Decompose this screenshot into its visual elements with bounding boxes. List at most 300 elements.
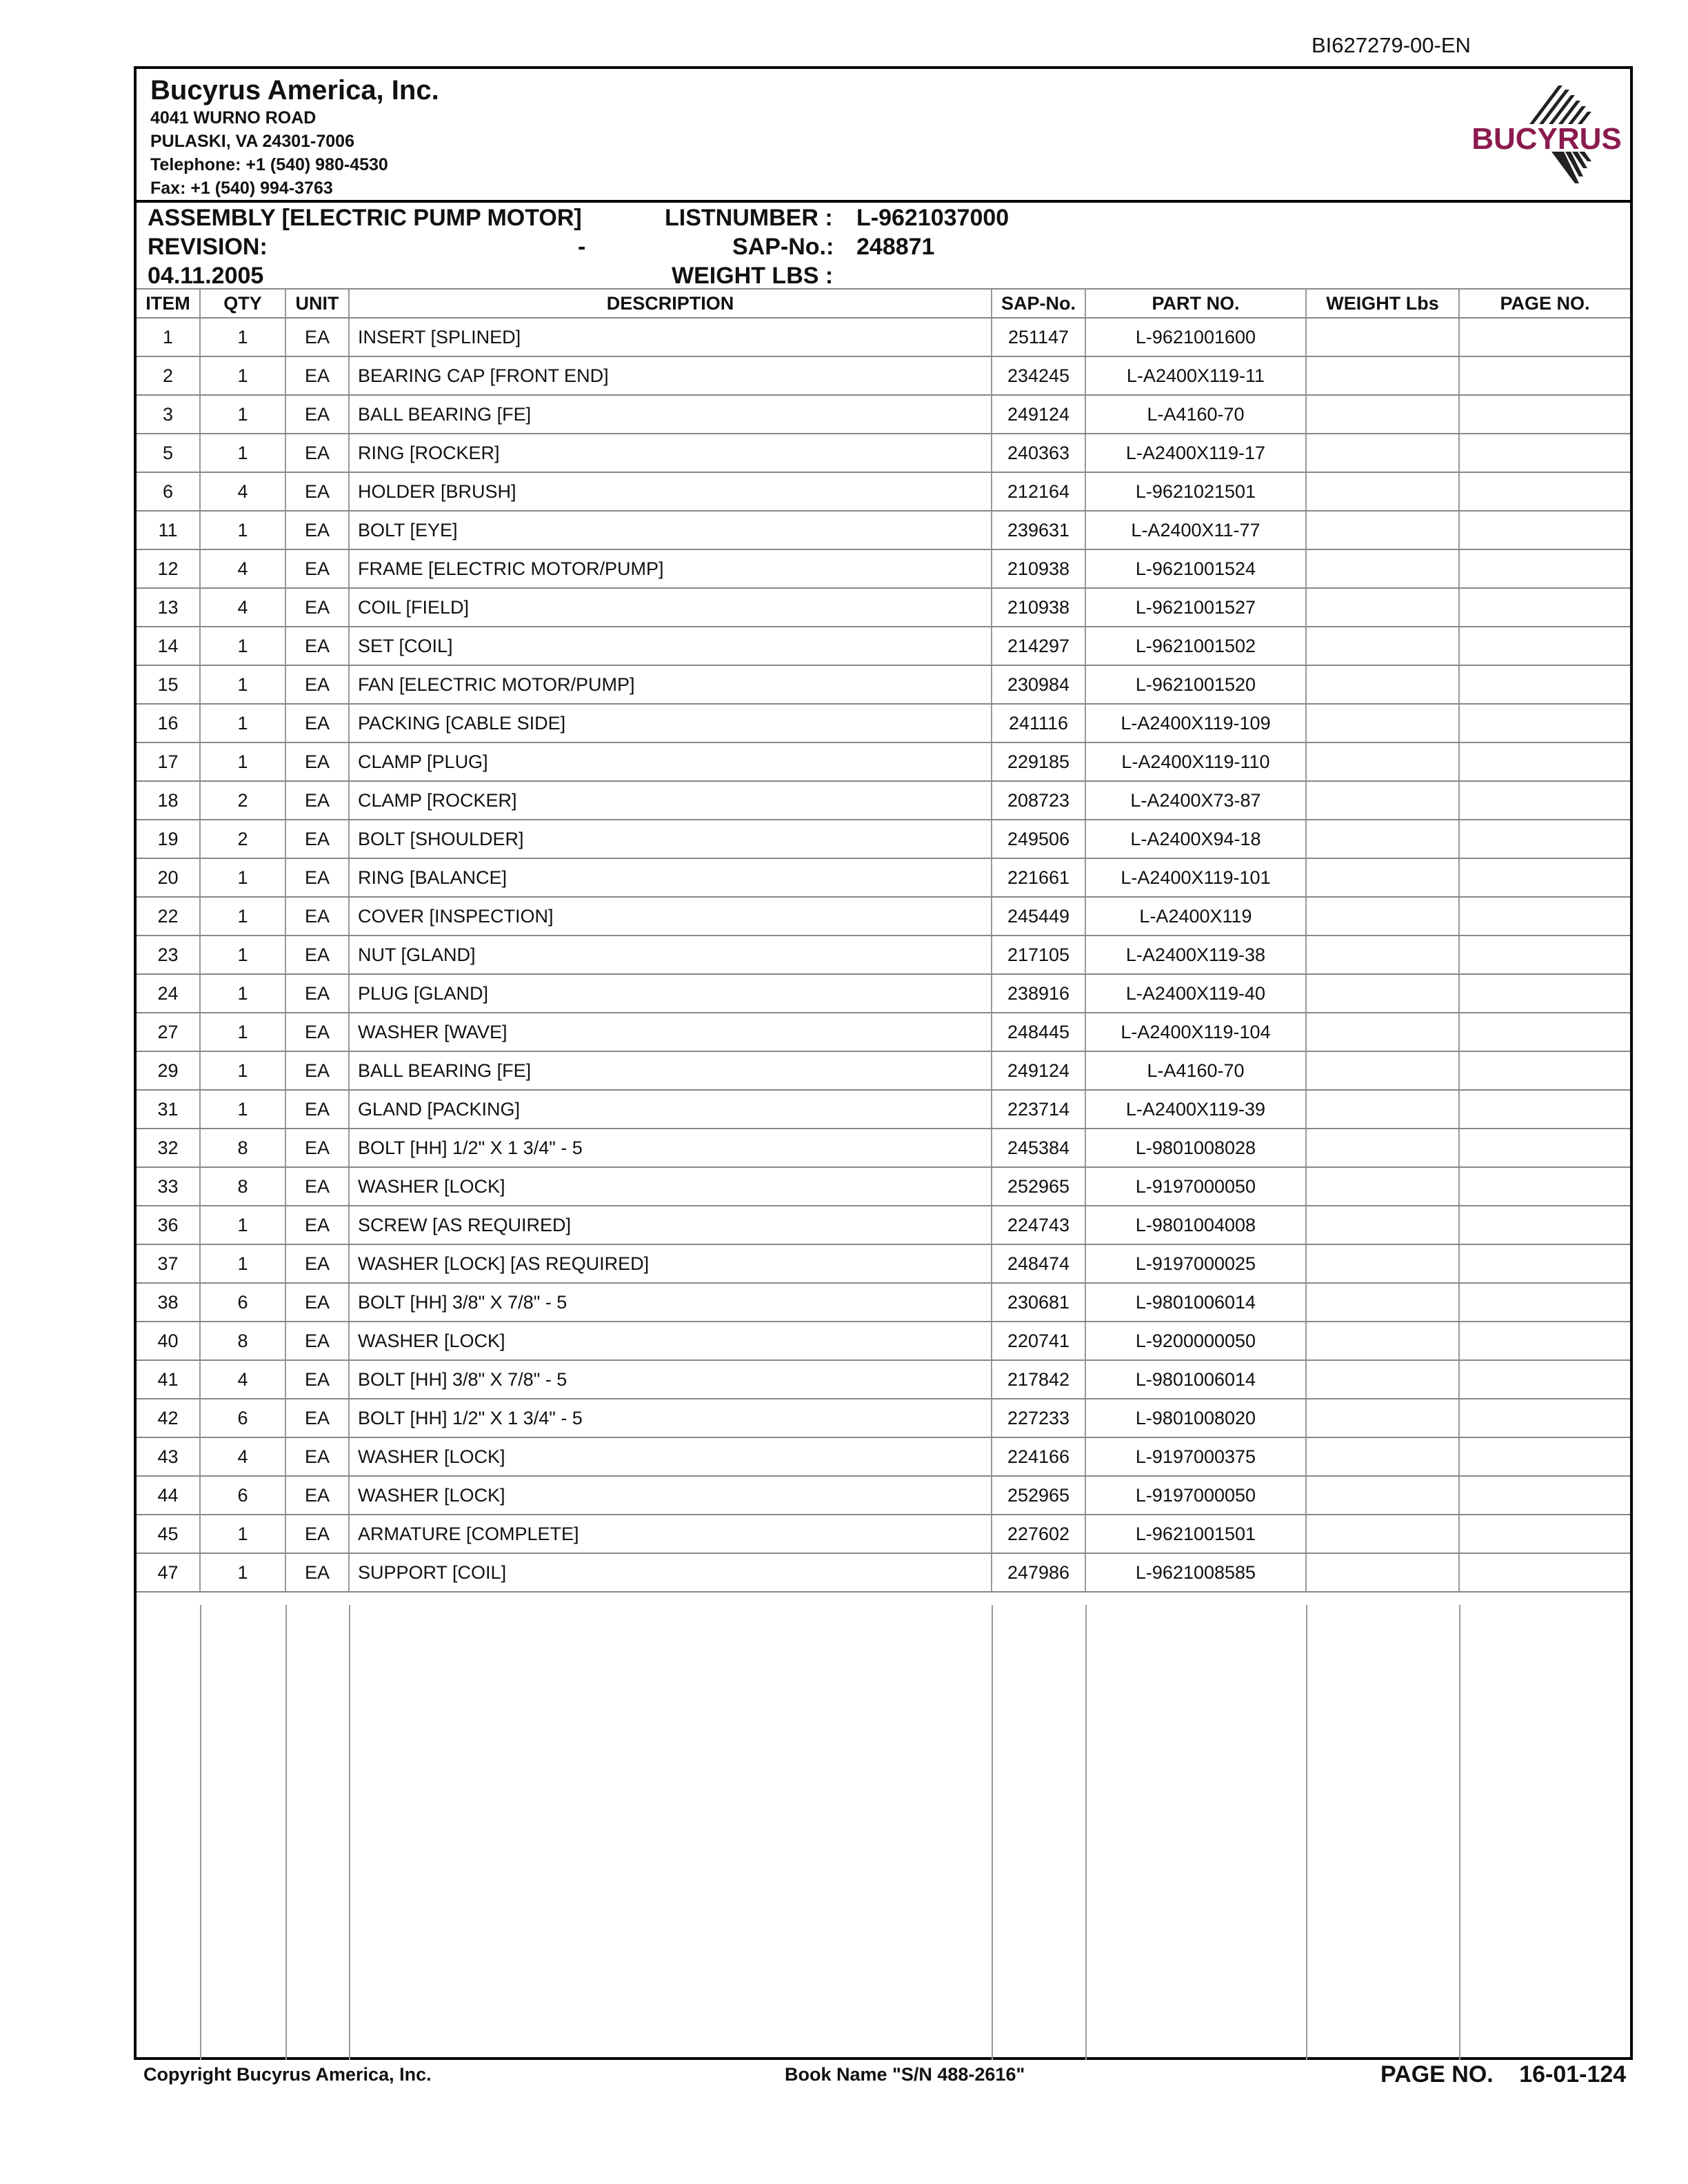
column-header-description: DESCRIPTION: [349, 289, 992, 318]
cell-qty: 1: [200, 974, 285, 1013]
cell-sap-no: 230681: [992, 1283, 1085, 1322]
table-row: [137, 704, 1630, 742]
table-row: [137, 395, 1630, 434]
cell-page-no: [1459, 588, 1630, 627]
cell-weight: [1306, 1051, 1459, 1090]
cell-qty: 1: [200, 1244, 285, 1283]
sap-label: SAP-No.:: [732, 234, 834, 260]
cell-part-no: L-9197000050: [1085, 1167, 1306, 1206]
cell-qty: 1: [200, 395, 285, 434]
cell-weight: [1306, 549, 1459, 588]
cell-sap-no: 245384: [992, 1129, 1085, 1167]
cell-description: WASHER [LOCK] [AS REQUIRED]: [349, 1244, 992, 1283]
cell-sap-no: 210938: [992, 588, 1085, 627]
cell-unit: EA: [285, 781, 349, 820]
table-row: [137, 588, 1630, 627]
cell-sap-no: 208723: [992, 781, 1085, 820]
cell-description: COIL [FIELD]: [349, 588, 992, 627]
cell-item: 38: [137, 1283, 200, 1322]
cell-qty: 1: [200, 1515, 285, 1553]
cell-part-no: L-9621001502: [1085, 627, 1306, 665]
cell-qty: 1: [200, 704, 285, 742]
cell-page-no: [1459, 1167, 1630, 1206]
table-row: [137, 1553, 1630, 1592]
cell-item: 29: [137, 1051, 200, 1090]
cell-part-no: L-9621021501: [1085, 472, 1306, 511]
page-number-value: 16-01-124: [1519, 2061, 1627, 2087]
cell-part-no: L-9197000050: [1085, 1476, 1306, 1515]
cell-qty: 1: [200, 897, 285, 936]
cell-sap-no: 247986: [992, 1553, 1085, 1592]
cell-weight: [1306, 820, 1459, 858]
cell-weight: [1306, 1476, 1459, 1515]
column-divider: [285, 1605, 287, 2060]
cell-page-no: [1459, 356, 1630, 395]
cell-description: WASHER [LOCK]: [349, 1437, 992, 1476]
cell-sap-no: 210938: [992, 549, 1085, 588]
cell-weight: [1306, 588, 1459, 627]
table-row: [137, 742, 1630, 781]
cell-description: GLAND [PACKING]: [349, 1090, 992, 1129]
cell-item: 17: [137, 742, 200, 781]
cell-sap-no: 224166: [992, 1437, 1085, 1476]
cell-part-no: L-9197000025: [1085, 1244, 1306, 1283]
cell-qty: 4: [200, 588, 285, 627]
table-row: [137, 1283, 1630, 1322]
cell-unit: EA: [285, 1090, 349, 1129]
cell-sap-no: 238916: [992, 974, 1085, 1013]
parts-table-header: [137, 289, 1630, 318]
cell-page-no: [1459, 1013, 1630, 1051]
cell-weight: [1306, 974, 1459, 1013]
cell-sap-no: 252965: [992, 1167, 1085, 1206]
table-header-row: [137, 289, 1630, 318]
table-row: [137, 1206, 1630, 1244]
cell-sap-no: 217105: [992, 936, 1085, 974]
cell-unit: EA: [285, 395, 349, 434]
table-row: [137, 1090, 1630, 1129]
cell-weight: [1306, 858, 1459, 897]
cell-weight: [1306, 742, 1459, 781]
cell-page-no: [1459, 472, 1630, 511]
cell-unit: EA: [285, 1360, 349, 1399]
cell-description: BOLT [HH] 3/8" X 7/8" - 5: [349, 1283, 992, 1322]
cell-item: 43: [137, 1437, 200, 1476]
cell-sap-no: 230984: [992, 665, 1085, 704]
cell-description: BALL BEARING [FE]: [349, 395, 992, 434]
cell-description: WASHER [LOCK]: [349, 1476, 992, 1515]
table-row: [137, 1167, 1630, 1206]
cell-weight: [1306, 1129, 1459, 1167]
parts-list-frame: [134, 66, 1633, 2060]
cell-sap-no: 223714: [992, 1090, 1085, 1129]
table-row: [137, 1322, 1630, 1360]
cell-qty: 1: [200, 1051, 285, 1090]
cell-description: SCREW [AS REQUIRED]: [349, 1206, 992, 1244]
cell-unit: EA: [285, 665, 349, 704]
cell-item: 12: [137, 549, 200, 588]
company-block: [150, 74, 439, 200]
cell-part-no: L-A2400X119-110: [1085, 742, 1306, 781]
column-header-qty: QTY: [200, 289, 285, 318]
cell-part-no: L-A4160-70: [1085, 395, 1306, 434]
header-divider: [137, 200, 1630, 203]
sap-value: 248871: [856, 234, 935, 260]
cell-item: 31: [137, 1090, 200, 1129]
cell-page-no: [1459, 1129, 1630, 1167]
cell-item: 16: [137, 704, 200, 742]
table-row: [137, 1476, 1630, 1515]
cell-item: 11: [137, 511, 200, 549]
cell-unit: EA: [285, 1437, 349, 1476]
cell-page-no: [1459, 665, 1630, 704]
cell-description: WASHER [WAVE]: [349, 1013, 992, 1051]
cell-unit: EA: [285, 549, 349, 588]
cell-page-no: [1459, 1399, 1630, 1437]
cell-weight: [1306, 1515, 1459, 1553]
cell-weight: [1306, 472, 1459, 511]
cell-part-no: L-9197000375: [1085, 1437, 1306, 1476]
cell-part-no: L-A2400X119: [1085, 897, 1306, 936]
cell-page-no: [1459, 1283, 1630, 1322]
cell-description: SUPPORT [COIL]: [349, 1553, 992, 1592]
cell-description: RING [ROCKER]: [349, 434, 992, 472]
cell-part-no: L-9621001527: [1085, 588, 1306, 627]
column-divider: [349, 1605, 350, 2060]
assembly-date: 04.11.2005: [148, 263, 264, 289]
cell-page-no: [1459, 1360, 1630, 1399]
parts-table: [137, 288, 1630, 1593]
table-row: [137, 936, 1630, 974]
cell-item: 5: [137, 434, 200, 472]
cell-weight: [1306, 395, 1459, 434]
cell-item: 33: [137, 1167, 200, 1206]
cell-unit: EA: [285, 936, 349, 974]
cell-weight: [1306, 511, 1459, 549]
cell-sap-no: 221661: [992, 858, 1085, 897]
cell-page-no: [1459, 1051, 1630, 1090]
parts-table-body: [137, 318, 1630, 1592]
column-header-sap-no: SAP-No.: [992, 289, 1085, 318]
copyright-text: Copyright Bucyrus America, Inc.: [143, 2064, 432, 2085]
cell-weight: [1306, 1283, 1459, 1322]
table-row: [137, 434, 1630, 472]
cell-item: 40: [137, 1322, 200, 1360]
cell-description: BEARING CAP [FRONT END]: [349, 356, 992, 395]
cell-sap-no: 239631: [992, 511, 1085, 549]
cell-page-no: [1459, 1206, 1630, 1244]
cell-item: 14: [137, 627, 200, 665]
cell-sap-no: 217842: [992, 1360, 1085, 1399]
cell-qty: 2: [200, 781, 285, 820]
company-fax: Fax: +1 (540) 994-3763: [150, 179, 333, 198]
table-row: [137, 472, 1630, 511]
cell-sap-no: 252965: [992, 1476, 1085, 1515]
cell-qty: 6: [200, 1283, 285, 1322]
cell-description: FRAME [ELECTRIC MOTOR/PUMP]: [349, 549, 992, 588]
cell-unit: EA: [285, 704, 349, 742]
cell-item: 45: [137, 1515, 200, 1553]
cell-page-no: [1459, 781, 1630, 820]
cell-weight: [1306, 704, 1459, 742]
cell-part-no: L-A2400X119-104: [1085, 1013, 1306, 1051]
cell-item: 41: [137, 1360, 200, 1399]
cell-item: 44: [137, 1476, 200, 1515]
cell-item: 19: [137, 820, 200, 858]
cell-item: 3: [137, 395, 200, 434]
company-name: Bucyrus America, Inc.: [150, 75, 439, 105]
cell-qty: 1: [200, 511, 285, 549]
company-address-1: 4041 WURNO ROAD: [150, 108, 316, 128]
cell-unit: EA: [285, 356, 349, 395]
cell-page-no: [1459, 704, 1630, 742]
cell-weight: [1306, 1167, 1459, 1206]
cell-part-no: L-A2400X94-18: [1085, 820, 1306, 858]
cell-page-no: [1459, 1244, 1630, 1283]
table-row: [137, 1437, 1630, 1476]
cell-weight: [1306, 781, 1459, 820]
cell-page-no: [1459, 897, 1630, 936]
column-header-page-no: PAGE NO.: [1459, 289, 1630, 318]
cell-unit: EA: [285, 858, 349, 897]
cell-description: BOLT [HH] 1/2" X 1 3/4" - 5: [349, 1399, 992, 1437]
cell-description: SET [COIL]: [349, 627, 992, 665]
cell-description: BOLT [HH] 1/2" X 1 3/4" - 5: [349, 1129, 992, 1167]
table-row: [137, 1515, 1630, 1553]
cell-weight: [1306, 1244, 1459, 1283]
cell-part-no: L-9801008028: [1085, 1129, 1306, 1167]
cell-item: 1: [137, 318, 200, 356]
table-row: [137, 511, 1630, 549]
cell-unit: EA: [285, 511, 349, 549]
table-row: [137, 974, 1630, 1013]
cell-unit: EA: [285, 1051, 349, 1090]
column-header-weight: WEIGHT Lbs: [1306, 289, 1459, 318]
cell-sap-no: 249124: [992, 395, 1085, 434]
cell-item: 18: [137, 781, 200, 820]
column-header-part-no: PART NO.: [1085, 289, 1306, 318]
cell-page-no: [1459, 858, 1630, 897]
cell-qty: 4: [200, 549, 285, 588]
cell-page-no: [1459, 395, 1630, 434]
bucyrus-logo: [1460, 80, 1633, 190]
cell-sap-no: 249124: [992, 1051, 1085, 1090]
cell-part-no: L-A2400X119-109: [1085, 704, 1306, 742]
cell-qty: 1: [200, 936, 285, 974]
cell-qty: 1: [200, 1553, 285, 1592]
page-number: [1380, 2061, 1626, 2088]
cell-page-no: [1459, 1553, 1630, 1592]
cell-description: WASHER [LOCK]: [349, 1322, 992, 1360]
cell-unit: EA: [285, 1013, 349, 1051]
cell-item: 27: [137, 1013, 200, 1051]
cell-unit: EA: [285, 318, 349, 356]
table-row: [137, 1244, 1630, 1283]
cell-item: 32: [137, 1129, 200, 1167]
cell-part-no: L-A2400X119-40: [1085, 974, 1306, 1013]
cell-description: HOLDER [BRUSH]: [349, 472, 992, 511]
cell-unit: EA: [285, 742, 349, 781]
cell-qty: 1: [200, 665, 285, 704]
cell-unit: EA: [285, 820, 349, 858]
cell-unit: EA: [285, 1476, 349, 1515]
cell-qty: 1: [200, 1090, 285, 1129]
cell-unit: EA: [285, 1283, 349, 1322]
cell-unit: EA: [285, 1515, 349, 1553]
cell-qty: 4: [200, 1360, 285, 1399]
cell-page-no: [1459, 1322, 1630, 1360]
cell-item: 2: [137, 356, 200, 395]
cell-weight: [1306, 434, 1459, 472]
cell-description: PLUG [GLAND]: [349, 974, 992, 1013]
cell-qty: 8: [200, 1129, 285, 1167]
cell-weight: [1306, 1013, 1459, 1051]
cell-page-no: [1459, 936, 1630, 974]
cell-page-no: [1459, 1437, 1630, 1476]
cell-page-no: [1459, 434, 1630, 472]
cell-sap-no: 227602: [992, 1515, 1085, 1553]
table-row: [137, 549, 1630, 588]
cell-page-no: [1459, 318, 1630, 356]
column-divider: [1306, 1605, 1307, 2060]
cell-part-no: L-9621001501: [1085, 1515, 1306, 1553]
cell-item: 22: [137, 897, 200, 936]
cell-weight: [1306, 1206, 1459, 1244]
cell-description: INSERT [SPLINED]: [349, 318, 992, 356]
cell-item: 47: [137, 1553, 200, 1592]
column-divider: [1459, 1605, 1460, 2060]
cell-part-no: L-9621001600: [1085, 318, 1306, 356]
cell-part-no: L-9621001520: [1085, 665, 1306, 704]
cell-weight: [1306, 356, 1459, 395]
document-id: BI627279-00-EN: [1312, 33, 1471, 57]
cell-part-no: L-9621008585: [1085, 1553, 1306, 1592]
cell-part-no: L-A2400X119-101: [1085, 858, 1306, 897]
revision-value: -: [578, 234, 586, 260]
cell-item: 37: [137, 1244, 200, 1283]
cell-description: PACKING [CABLE SIDE]: [349, 704, 992, 742]
cell-description: WASHER [LOCK]: [349, 1167, 992, 1206]
cell-description: ARMATURE [COMPLETE]: [349, 1515, 992, 1553]
cell-weight: [1306, 318, 1459, 356]
cell-sap-no: 224743: [992, 1206, 1085, 1244]
cell-unit: EA: [285, 1322, 349, 1360]
table-row: [137, 1013, 1630, 1051]
cell-qty: 1: [200, 356, 285, 395]
cell-qty: 8: [200, 1322, 285, 1360]
cell-weight: [1306, 627, 1459, 665]
table-row: [137, 1360, 1630, 1399]
cell-description: FAN [ELECTRIC MOTOR/PUMP]: [349, 665, 992, 704]
cell-weight: [1306, 1322, 1459, 1360]
cell-part-no: L-A2400X11-77: [1085, 511, 1306, 549]
cell-unit: EA: [285, 1167, 349, 1206]
cell-unit: EA: [285, 1553, 349, 1592]
cell-sap-no: 245449: [992, 897, 1085, 936]
cell-item: 6: [137, 472, 200, 511]
cell-description: CLAMP [ROCKER]: [349, 781, 992, 820]
cell-item: 20: [137, 858, 200, 897]
table-row: [137, 627, 1630, 665]
cell-qty: 8: [200, 1167, 285, 1206]
table-row: [137, 897, 1630, 936]
cell-page-no: [1459, 1476, 1630, 1515]
cell-item: 23: [137, 936, 200, 974]
cell-part-no: L-9801006014: [1085, 1283, 1306, 1322]
cell-sap-no: 248445: [992, 1013, 1085, 1051]
cell-part-no: L-A2400X73-87: [1085, 781, 1306, 820]
cell-item: 36: [137, 1206, 200, 1244]
cell-page-no: [1459, 1090, 1630, 1129]
page-number-label: PAGE NO.: [1380, 2061, 1494, 2087]
cell-weight: [1306, 1399, 1459, 1437]
listnumber-label: LISTNUMBER :: [665, 205, 833, 231]
table-row: [137, 356, 1630, 395]
cell-description: BOLT [EYE]: [349, 511, 992, 549]
cell-unit: EA: [285, 1244, 349, 1283]
company-phone: Telephone: +1 (540) 980-4530: [150, 155, 388, 174]
cell-unit: EA: [285, 588, 349, 627]
cell-unit: EA: [285, 434, 349, 472]
cell-page-no: [1459, 511, 1630, 549]
cell-unit: EA: [285, 974, 349, 1013]
revision-label: REVISION:: [148, 234, 268, 260]
cell-weight: [1306, 1090, 1459, 1129]
column-header-unit: UNIT: [285, 289, 349, 318]
cell-page-no: [1459, 1515, 1630, 1553]
cell-sap-no: 240363: [992, 434, 1085, 472]
table-row: [137, 318, 1630, 356]
cell-sap-no: 251147: [992, 318, 1085, 356]
cell-page-no: [1459, 742, 1630, 781]
listnumber-value: L-9621037000: [856, 205, 1009, 231]
cell-sap-no: 212164: [992, 472, 1085, 511]
company-address-2: PULASKI, VA 24301-7006: [150, 132, 354, 151]
cell-part-no: L-A4160-70: [1085, 1051, 1306, 1090]
cell-sap-no: 220741: [992, 1322, 1085, 1360]
cell-qty: 6: [200, 1476, 285, 1515]
cell-qty: 1: [200, 858, 285, 897]
cell-page-no: [1459, 974, 1630, 1013]
column-header-item: ITEM: [137, 289, 200, 318]
cell-qty: 6: [200, 1399, 285, 1437]
table-row: [137, 1051, 1630, 1090]
cell-qty: 4: [200, 472, 285, 511]
table-row: [137, 858, 1630, 897]
cell-unit: EA: [285, 627, 349, 665]
cell-weight: [1306, 665, 1459, 704]
cell-part-no: L-9200000050: [1085, 1322, 1306, 1360]
table-row: [137, 820, 1630, 858]
cell-part-no: L-A2400X119-17: [1085, 434, 1306, 472]
cell-sap-no: 248474: [992, 1244, 1085, 1283]
cell-sap-no: 241116: [992, 704, 1085, 742]
cell-qty: 1: [200, 1206, 285, 1244]
cell-unit: EA: [285, 897, 349, 936]
cell-description: NUT [GLAND]: [349, 936, 992, 974]
cell-qty: 1: [200, 1013, 285, 1051]
table-row: [137, 1129, 1630, 1167]
table-row: [137, 781, 1630, 820]
cell-weight: [1306, 897, 1459, 936]
cell-description: BOLT [HH] 3/8" X 7/8" - 5: [349, 1360, 992, 1399]
cell-page-no: [1459, 549, 1630, 588]
cell-unit: EA: [285, 1129, 349, 1167]
cell-weight: [1306, 1360, 1459, 1399]
column-divider: [992, 1605, 993, 2060]
cell-part-no: L-9801008020: [1085, 1399, 1306, 1437]
cell-sap-no: 214297: [992, 627, 1085, 665]
